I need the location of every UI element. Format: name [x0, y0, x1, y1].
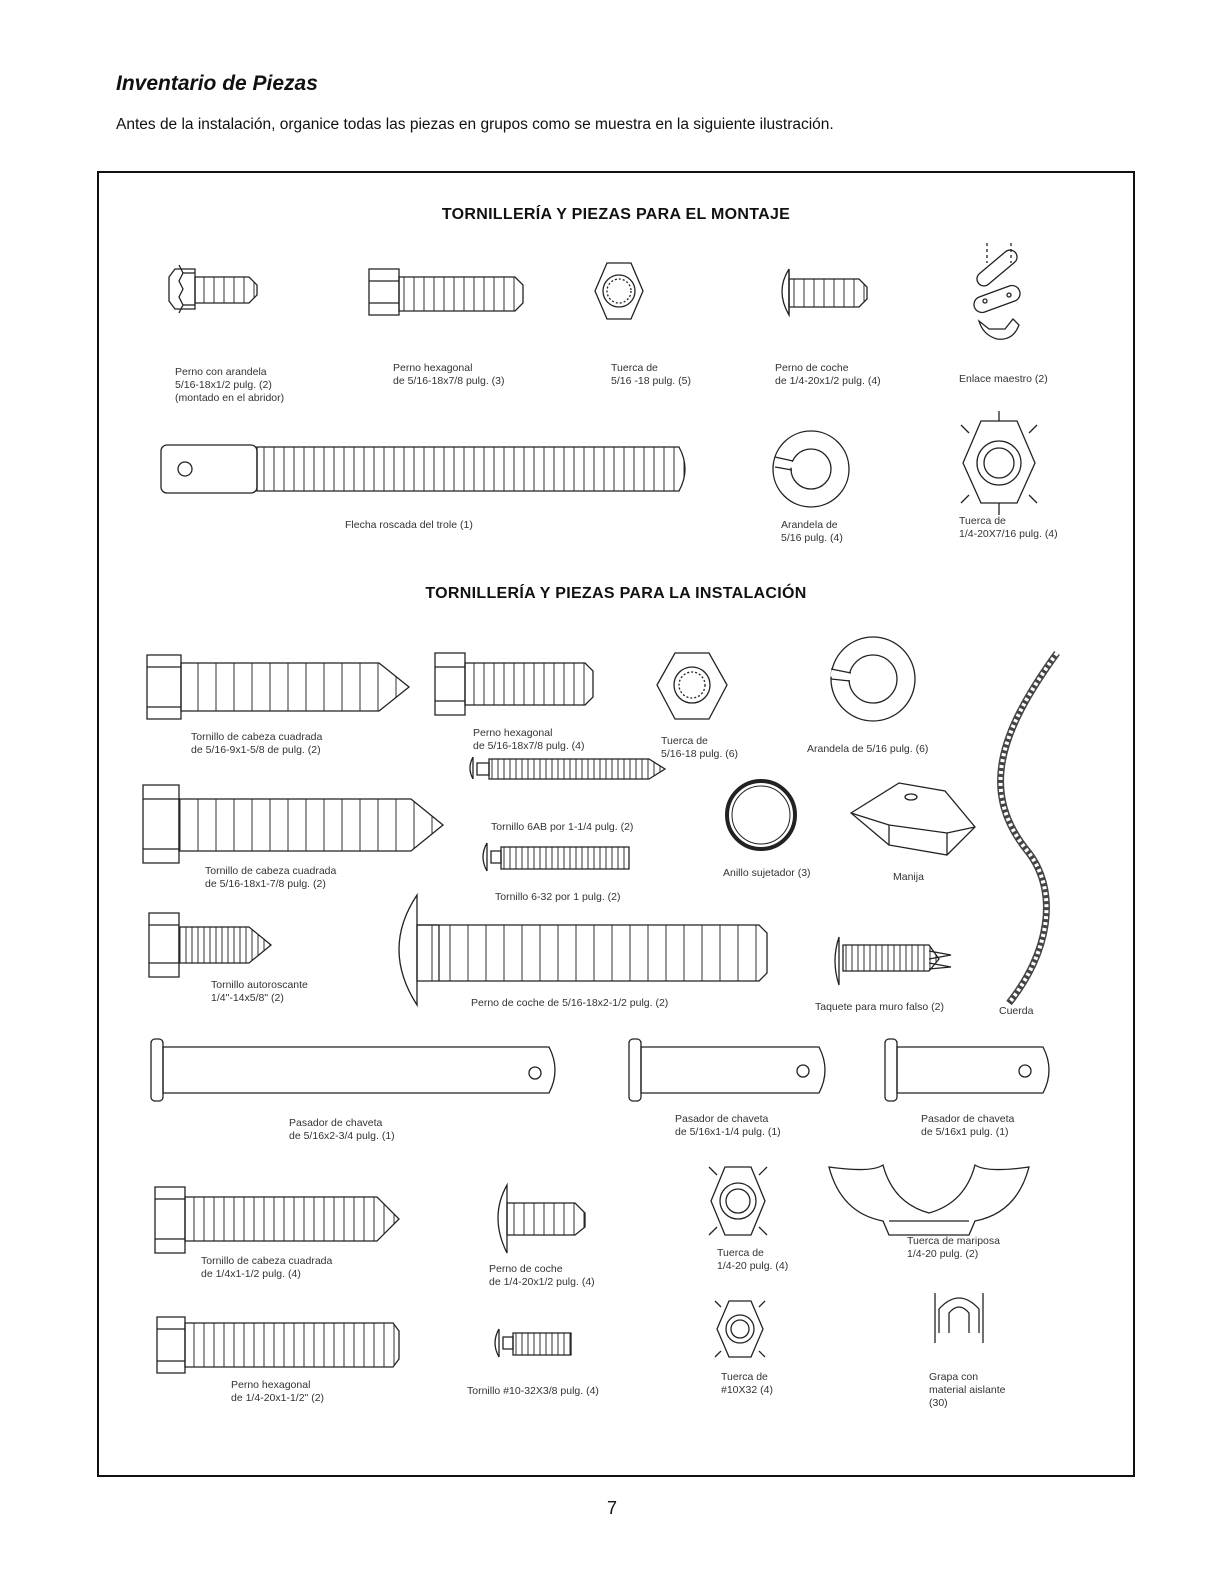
carriage-bolt-long-icon [399, 895, 767, 1005]
part-label: Perno de coche de 1/4-20x1/2 pulg. (4) [489, 1263, 595, 1288]
trolley-shaft-icon [161, 445, 685, 493]
mounting-section-title: TORNILLERÍA Y PIEZAS PARA EL MONTAJE [441, 206, 791, 223]
self-tap-screw-icon [149, 913, 271, 977]
part-label: Tornillo autoroscante 1/4"-14x5/8" (2) [211, 979, 308, 1004]
screw-6ab-icon [470, 757, 665, 779]
star-nut-icon [961, 411, 1037, 515]
wing-nut-icon [829, 1165, 1029, 1235]
part-label: Tuerca de 5/16-18 pulg. (6) [661, 735, 739, 760]
screw-10-32-icon [495, 1329, 571, 1357]
star-nut-3-icon [715, 1301, 765, 1357]
part-label: Tuerca de 5/16 -18 pulg. (5) [611, 362, 691, 387]
part-label: Perno hexagonal de 1/4-20x1-1/2" (2) [231, 1379, 325, 1404]
lag-screw-2-icon [143, 785, 443, 863]
part-label: Grapa con material aislante (30) [929, 1371, 1006, 1409]
part-label: Tuerca de 1/4-20 pulg. (4) [717, 1247, 789, 1272]
clevis-pin-1-icon [151, 1039, 555, 1101]
part-label: Tornillo #10-32X3/8 pulg. (4) [467, 1385, 599, 1397]
installation-section-title: TORNILLERÍA Y PIEZAS PARA LA INSTALACIÓN [425, 585, 807, 602]
hex-bolt-icon [369, 269, 523, 315]
part-label: Pasador de chaveta de 5/16x2-3/4 pulg. (1) [289, 1117, 395, 1142]
carriage-bolt-2-icon [498, 1185, 585, 1253]
part-label: Tornillo 6-32 por 1 pulg. (2) [495, 891, 621, 903]
lag-screw-1-icon [147, 655, 409, 719]
part-label: Perno con arandela 5/16-18x1/2 pulg. (2) (montado en el abridor) [175, 366, 285, 404]
page-heading: Inventario de Piezas [116, 72, 318, 95]
part-label: Tuerca de 1/4-20X7/16 pulg. (4) [959, 515, 1058, 540]
hex-nut-2-icon [657, 653, 727, 719]
parts-inventory-frame [97, 171, 1135, 1477]
part-label: Perno de coche de 1/4-20x1/2 pulg. (4) [775, 362, 881, 387]
rope-icon [1001, 653, 1057, 1003]
part-label: Flecha roscada del trole (1) [345, 519, 473, 531]
part-label: Arandela de 5/16 pulg. (6) [807, 743, 929, 755]
hex-nut-icon [595, 263, 643, 319]
hex-bolt-long-icon [157, 1317, 399, 1373]
part-label: Perno de coche de 5/16-18x2-1/2 pulg. (2) [471, 997, 669, 1009]
insulated-staple-icon [935, 1293, 983, 1343]
part-label: Pasador de chaveta de 5/16x1-1/4 pulg. (1) [675, 1113, 781, 1138]
part-label: Anillo sujetador (3) [723, 867, 811, 879]
clevis-pin-3-icon [885, 1039, 1049, 1101]
clevis-pin-2-icon [629, 1039, 825, 1101]
lock-washer-2-icon [831, 637, 915, 721]
screw-6-32-icon [483, 843, 629, 871]
part-label: Tornillo de cabeza cuadrada de 5/16-9x1-5/8 de pulg. (2) [191, 731, 323, 756]
intro-text: Antes de la instalación, organice todas las piezas en grupos como se muestra en la siguiente ilustración. [116, 116, 834, 133]
part-label: Cuerda [999, 1005, 1034, 1017]
handle-icon [851, 783, 975, 855]
star-nut-2-icon [709, 1167, 767, 1235]
part-label: Tornillo 6AB por 1-1/4 pulg. (2) [491, 821, 634, 833]
retaining-ring-icon [727, 781, 795, 849]
washer-bolt-icon [169, 265, 257, 313]
part-label: Manija [893, 871, 924, 883]
part-label: Taquete para muro falso (2) [815, 1001, 944, 1013]
part-label: Tornillo de cabeza cuadrada de 5/16-18x1-7/8 pulg. (2) [205, 865, 337, 890]
drywall-anchor-icon [835, 937, 951, 985]
part-label: Tornillo de cabeza cuadrada de 1/4x1-1/2 pulg. (4) [201, 1255, 333, 1280]
page-number: 7 [606, 1498, 617, 1518]
part-label: Tuerca de #10X32 (4) [721, 1371, 773, 1396]
master-link-icon [972, 243, 1023, 339]
part-label: Arandela de 5/16 pulg. (4) [781, 519, 843, 544]
part-label: Perno hexagonal de 5/16-18x7/8 pulg. (3) [393, 362, 505, 387]
hex-bolt-2-icon [435, 653, 593, 715]
part-label: Tuerca de mariposa 1/4-20 pulg. (2) [907, 1235, 1000, 1260]
part-label: Enlace maestro (2) [959, 373, 1048, 385]
carriage-bolt-icon [782, 269, 867, 315]
part-label: Perno hexagonal de 5/16-18x7/8 pulg. (4) [473, 727, 585, 752]
lag-screw-3-icon [155, 1187, 399, 1253]
part-label: Pasador de chaveta de 5/16x1 pulg. (1) [921, 1113, 1015, 1138]
lock-washer-icon [773, 431, 849, 507]
